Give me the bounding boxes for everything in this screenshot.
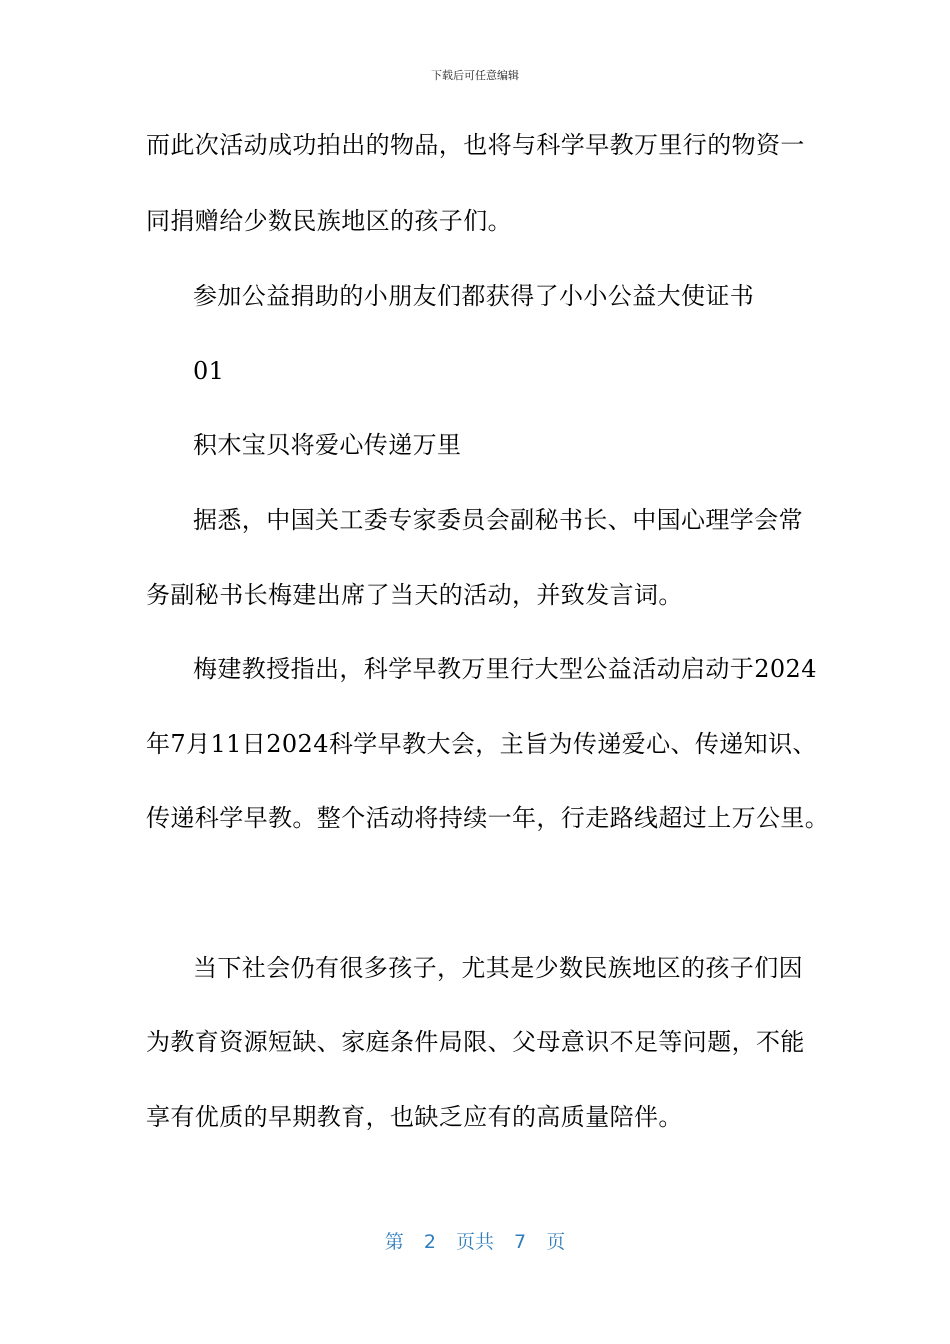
paragraph-line: 务副秘书长梅建出席了当天的活动，并致发言词。 (146, 581, 683, 609)
footer-total-pages: 7 (514, 1231, 527, 1253)
footer-middle: 页共 (455, 1231, 494, 1253)
paragraph-line: 梅建教授指出，科学早教万里行大型公益活动启动于2024 (193, 655, 817, 683)
paragraph-line: 享有优质的早期教育，也缺乏应有的高质量陪伴。 (146, 1103, 683, 1131)
header-note: 下载后可任意编辑 (431, 69, 519, 82)
paragraph-line: 为教育资源短缺、家庭条件局限、父母意识不足等问题，不能 (146, 1028, 805, 1056)
footer-current-page: 2 (423, 1231, 436, 1253)
paragraph-line: 据悉，中国关工委专家委员会副秘书长、中国心理学会常 (193, 506, 803, 534)
footer-prefix: 第 (384, 1231, 404, 1253)
footer-suffix: 页 (546, 1231, 566, 1253)
paragraph-line: 年7月11日2024科学早教大会，主旨为传递爱心、传递知识、 (146, 730, 817, 758)
paragraph-line: 当下社会仍有很多孩子，尤其是少数民族地区的孩子们因 (193, 954, 803, 982)
paragraph-line: 参加公益捐助的小朋友们都获得了小小公益大使证书 (193, 282, 755, 310)
paragraph-line: 同捐赠给少数民族地区的孩子们。 (146, 207, 512, 235)
page-number-footer (0, 1227, 950, 1254)
paragraph-line: 而此次活动成功拍出的物品，也将与科学早教万里行的物资一 (146, 131, 805, 159)
section-heading: 积木宝贝将爱心传递万里 (193, 431, 462, 459)
paragraph-line: 传递科学早教。整个活动将持续一年，行走路线超过上万公里。 (146, 804, 830, 832)
section-number: 01 (193, 357, 225, 385)
